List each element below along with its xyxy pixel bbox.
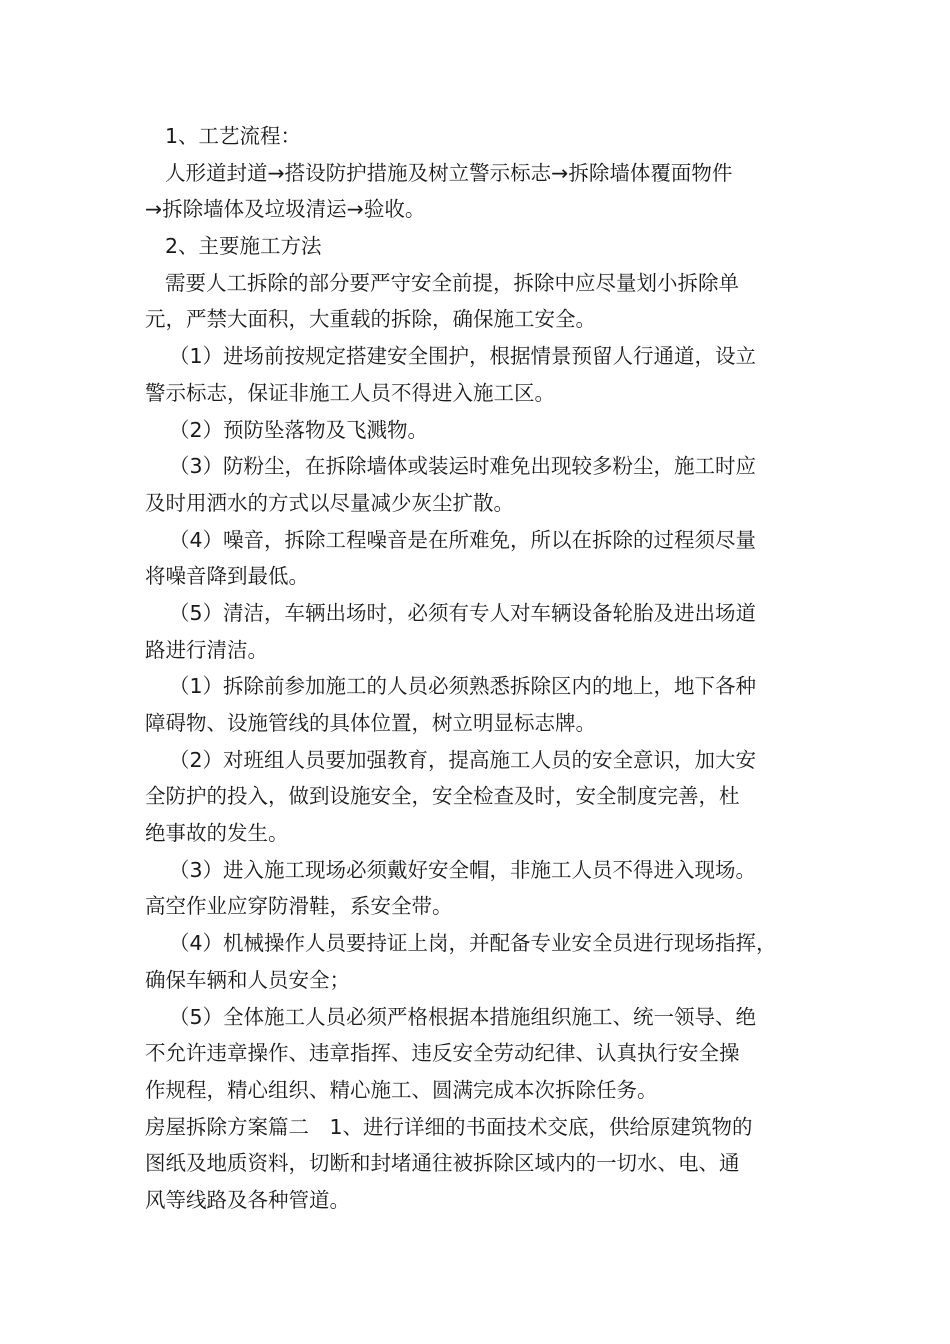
text-line: （1）进场前按规定搭建安全围护，根据情景预留人行通道，设立 xyxy=(169,344,757,369)
text-line: （4）噪音，拆除工程噪音是在所难免，所以在拆除的过程须尽量 xyxy=(169,527,757,552)
text-line: （3）进入施工现场必须戴好安全帽，非施工人员不得进入现场。 xyxy=(169,857,757,882)
text-line: （3）防粉尘，在拆除墙体或装运时难免出现较多粉尘，施工时应 xyxy=(169,454,757,479)
paragraph-item-3 xyxy=(145,448,825,521)
document-body xyxy=(145,118,825,1219)
paragraph-safety-5 xyxy=(145,999,825,1109)
paragraph-plan-two xyxy=(145,1109,825,1219)
paragraph-safety-4 xyxy=(145,925,825,998)
text-line: 2、主要施工方法 xyxy=(165,234,322,259)
text-line: 确保车辆和人员安全； xyxy=(145,967,350,992)
paragraph-safety-3 xyxy=(145,852,825,925)
paragraph-item-1 xyxy=(145,338,825,411)
paragraph-process-heading xyxy=(145,118,825,155)
text-line: （5）全体施工人员必须严格根据本措施组织施工、统一领导、绝 xyxy=(169,1004,757,1029)
paragraph-safety-1 xyxy=(145,668,825,741)
text-line: 不允许违章操作、违章指挥、违反安全劳动纪律、认真执行安全操 xyxy=(145,1041,740,1066)
paragraph-item-4 xyxy=(145,522,825,595)
text-line: 作规程，精心组织、精心施工、圆满完成本次拆除任务。 xyxy=(145,1077,658,1102)
text-line: （4）机械操作人员要持证上岗，并配备专业安全员进行现场指挥， xyxy=(169,931,777,956)
text-line: （1）拆除前参加施工的人员必须熟悉拆除区内的地上，地下各种 xyxy=(169,674,757,699)
text-line: 绝事故的发生。 xyxy=(145,821,289,846)
text-line: （5）清洁，车辆出场时，必须有专人对车辆设备轮胎及进出场道 xyxy=(169,600,757,625)
paragraph-method-heading xyxy=(145,228,825,265)
paragraph-item-5 xyxy=(145,595,825,668)
text-line: 高空作业应穿防滑鞋，系安全带。 xyxy=(145,894,453,919)
text-line: 全防护的投入，做到设施安全，安全检查及时，安全制度完善，杜 xyxy=(145,784,740,809)
text-line: 风等线路及各种管道。 xyxy=(145,1187,350,1212)
text-line: （2）对班组人员要加强教育，提高施工人员的安全意识，加大安 xyxy=(169,747,757,772)
paragraph-manual-demolition xyxy=(145,265,825,338)
paragraph-safety-2 xyxy=(145,742,825,852)
text-line: 需要人工拆除的部分要严守安全前提，拆除中应尽量划小拆除单 xyxy=(165,270,739,295)
paragraph-process-flow xyxy=(145,155,825,228)
text-line: 及时用洒水的方式以尽量减少灰尘扩散。 xyxy=(145,490,514,515)
paragraph-item-2 xyxy=(145,412,825,449)
text-line: →拆除墙体及垃圾清运→验收。 xyxy=(145,197,426,222)
text-line: 1、工艺流程： xyxy=(165,124,302,148)
text-line: 房屋拆除方案篇二 1、进行详细的书面技术交底，供给原建筑物的 xyxy=(145,1114,753,1139)
text-line: 元，严禁大面积，大重载的拆除，确保施工安全。 xyxy=(145,307,596,332)
text-line: 图纸及地质资料，切断和封堵通往被拆除区域内的一切水、电、通 xyxy=(145,1151,740,1176)
text-line: 路进行清洁。 xyxy=(145,637,268,662)
text-line: 障碍物、设施管线的具体位置，树立明显标志牌。 xyxy=(145,711,596,735)
text-line: 将噪音降到最低。 xyxy=(145,564,309,589)
text-line: 人形道封道→搭设防护措施及树立警示标志→拆除墙体覆面物件 xyxy=(165,160,733,185)
text-line: 警示标志，保证非施工人员不得进入施工区。 xyxy=(145,380,555,405)
text-line: （2）预防坠落物及飞溅物。 xyxy=(169,417,429,442)
